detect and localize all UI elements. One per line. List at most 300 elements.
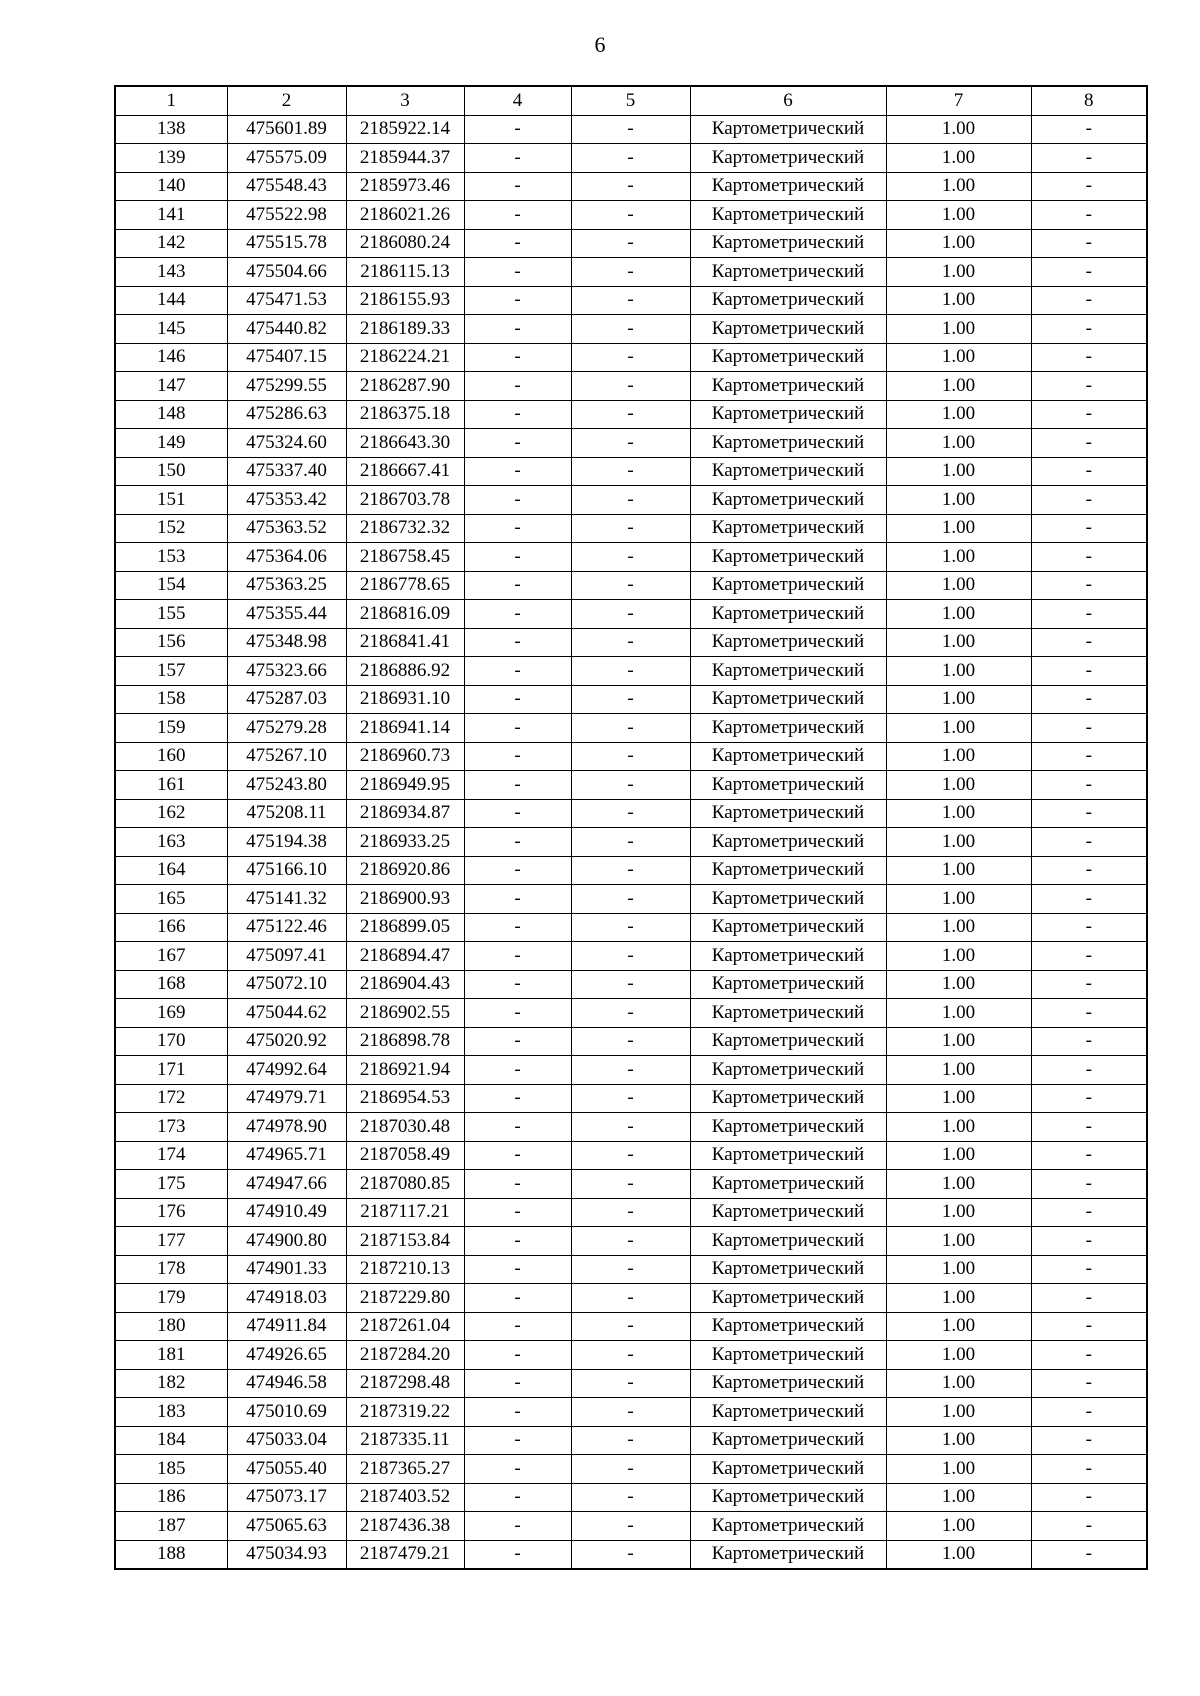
table-cell: - bbox=[464, 1341, 571, 1370]
table-cell: - bbox=[571, 543, 690, 572]
table-cell: Картометрический bbox=[690, 543, 886, 572]
table-cell: - bbox=[1031, 1141, 1147, 1170]
table-cell: - bbox=[1031, 258, 1147, 287]
table-cell: 2186667.41 bbox=[346, 457, 464, 486]
table-cell: 475166.10 bbox=[227, 856, 346, 885]
table-cell: Картометрический bbox=[690, 685, 886, 714]
table-row bbox=[115, 1141, 1147, 1170]
table-cell: 2186732.32 bbox=[346, 514, 464, 543]
table-cell: 141 bbox=[115, 201, 227, 230]
table-cell: - bbox=[1031, 1398, 1147, 1427]
table-cell: - bbox=[464, 1512, 571, 1541]
table-cell: - bbox=[571, 913, 690, 942]
table-row bbox=[115, 1455, 1147, 1484]
table-cell: - bbox=[571, 1255, 690, 1284]
table-cell: 2187298.48 bbox=[346, 1369, 464, 1398]
table-cell: Картометрический bbox=[690, 115, 886, 144]
table-cell: 2186643.30 bbox=[346, 429, 464, 458]
table-cell: 184 bbox=[115, 1426, 227, 1455]
table-cell: 163 bbox=[115, 828, 227, 857]
table-cell: 1.00 bbox=[886, 1056, 1031, 1085]
table-cell: 147 bbox=[115, 372, 227, 401]
table-cell: - bbox=[464, 828, 571, 857]
table-cell: - bbox=[571, 1455, 690, 1484]
table-cell: - bbox=[464, 970, 571, 999]
table-cell: 2186703.78 bbox=[346, 486, 464, 515]
table-cell: 475299.55 bbox=[227, 372, 346, 401]
table-cell: - bbox=[571, 714, 690, 743]
table-cell: 169 bbox=[115, 999, 227, 1028]
table-cell: 2186931.10 bbox=[346, 685, 464, 714]
table-cell: 2186899.05 bbox=[346, 913, 464, 942]
table-cell: 146 bbox=[115, 343, 227, 372]
table-cell: 475324.60 bbox=[227, 429, 346, 458]
table-cell: - bbox=[571, 1512, 690, 1541]
table-cell: - bbox=[464, 1141, 571, 1170]
table-cell: 152 bbox=[115, 514, 227, 543]
table-cell: 2187117.21 bbox=[346, 1198, 464, 1227]
table-row bbox=[115, 1540, 1147, 1569]
table-cell: Картометрический bbox=[690, 771, 886, 800]
table-cell: 175 bbox=[115, 1170, 227, 1199]
table-cell: 1.00 bbox=[886, 429, 1031, 458]
table-cell: 475337.40 bbox=[227, 457, 346, 486]
table-cell: Картометрический bbox=[690, 1056, 886, 1085]
table-cell: 2187335.11 bbox=[346, 1426, 464, 1455]
table-cell: - bbox=[1031, 172, 1147, 201]
table-cell: 151 bbox=[115, 486, 227, 515]
table-cell: 1.00 bbox=[886, 258, 1031, 287]
table-cell: - bbox=[571, 571, 690, 600]
table-row bbox=[115, 999, 1147, 1028]
table-cell: 2187080.85 bbox=[346, 1170, 464, 1199]
table-cell: 2185922.14 bbox=[346, 115, 464, 144]
table-cell: - bbox=[571, 942, 690, 971]
table-cell: 159 bbox=[115, 714, 227, 743]
table-row bbox=[115, 486, 1147, 515]
table-cell: 1.00 bbox=[886, 1312, 1031, 1341]
table-cell: 474901.33 bbox=[227, 1255, 346, 1284]
table-cell: Картометрический bbox=[690, 144, 886, 173]
table-cell: - bbox=[1031, 1227, 1147, 1256]
table-cell: 475504.66 bbox=[227, 258, 346, 287]
table-cell: 155 bbox=[115, 600, 227, 629]
table-cell: 1.00 bbox=[886, 1198, 1031, 1227]
table-cell: Картометрический bbox=[690, 1455, 886, 1484]
table-cell: 474978.90 bbox=[227, 1113, 346, 1142]
table-cell: - bbox=[464, 315, 571, 344]
table-cell: - bbox=[1031, 1255, 1147, 1284]
table-row bbox=[115, 1084, 1147, 1113]
table-cell: - bbox=[571, 172, 690, 201]
table-cell: 1.00 bbox=[886, 1512, 1031, 1541]
table-cell: 187 bbox=[115, 1512, 227, 1541]
table-cell: - bbox=[571, 315, 690, 344]
table-cell: 181 bbox=[115, 1341, 227, 1370]
table-cell: Картометрический bbox=[690, 1341, 886, 1370]
table-cell: 1.00 bbox=[886, 1398, 1031, 1427]
table-cell: - bbox=[1031, 828, 1147, 857]
table-cell: - bbox=[1031, 1483, 1147, 1512]
table-cell: Картометрический bbox=[690, 885, 886, 914]
table-cell: - bbox=[464, 1312, 571, 1341]
table-cell: 144 bbox=[115, 286, 227, 315]
table-cell: - bbox=[571, 514, 690, 543]
table-cell: - bbox=[571, 115, 690, 144]
table-cell: - bbox=[464, 1455, 571, 1484]
column-header: 1 bbox=[115, 86, 227, 115]
table-cell: - bbox=[571, 799, 690, 828]
table-cell: 2187284.20 bbox=[346, 1341, 464, 1370]
table-cell: 475471.53 bbox=[227, 286, 346, 315]
table-cell: - bbox=[464, 1483, 571, 1512]
table-cell: 1.00 bbox=[886, 400, 1031, 429]
table-cell: 2186816.09 bbox=[346, 600, 464, 629]
table-cell: 475353.42 bbox=[227, 486, 346, 515]
table-cell: - bbox=[1031, 970, 1147, 999]
table-cell: 2186224.21 bbox=[346, 343, 464, 372]
table-cell: Картометрический bbox=[690, 856, 886, 885]
table-cell: 1.00 bbox=[886, 714, 1031, 743]
table-row bbox=[115, 970, 1147, 999]
table-row bbox=[115, 657, 1147, 686]
column-header: 6 bbox=[690, 86, 886, 115]
table-row bbox=[115, 144, 1147, 173]
table-cell: 2186841.41 bbox=[346, 628, 464, 657]
table-cell: 2186934.87 bbox=[346, 799, 464, 828]
table-cell: 2186886.92 bbox=[346, 657, 464, 686]
table-cell: 178 bbox=[115, 1255, 227, 1284]
table-cell: 1.00 bbox=[886, 1284, 1031, 1313]
table-cell: 1.00 bbox=[886, 229, 1031, 258]
table-cell: 2186115.13 bbox=[346, 258, 464, 287]
table-cell: 1.00 bbox=[886, 856, 1031, 885]
table-cell: 2186778.65 bbox=[346, 571, 464, 600]
table-cell: Картометрический bbox=[690, 600, 886, 629]
table-cell: Картометрический bbox=[690, 1084, 886, 1113]
table-cell: 1.00 bbox=[886, 1141, 1031, 1170]
table-cell: 1.00 bbox=[886, 799, 1031, 828]
table-cell: 1.00 bbox=[886, 913, 1031, 942]
table-cell: 174 bbox=[115, 1141, 227, 1170]
table-cell: - bbox=[464, 856, 571, 885]
table-cell: Картометрический bbox=[690, 486, 886, 515]
table-cell: 148 bbox=[115, 400, 227, 429]
table-cell: - bbox=[571, 372, 690, 401]
table-cell: Картометрический bbox=[690, 343, 886, 372]
table-cell: - bbox=[571, 201, 690, 230]
table-row bbox=[115, 942, 1147, 971]
table-cell: - bbox=[1031, 400, 1147, 429]
table-cell: 475044.62 bbox=[227, 999, 346, 1028]
table-cell: - bbox=[571, 229, 690, 258]
table-cell: 1.00 bbox=[886, 543, 1031, 572]
table-cell: - bbox=[571, 970, 690, 999]
table-cell: 2187030.48 bbox=[346, 1113, 464, 1142]
table-cell: 475243.80 bbox=[227, 771, 346, 800]
table-cell: 2186375.18 bbox=[346, 400, 464, 429]
table-cell: 474992.64 bbox=[227, 1056, 346, 1085]
table-cell: 161 bbox=[115, 771, 227, 800]
table-cell: 149 bbox=[115, 429, 227, 458]
table-cell: - bbox=[571, 343, 690, 372]
table-cell: 154 bbox=[115, 571, 227, 600]
table-cell: Картометрический bbox=[690, 1284, 886, 1313]
table-cell: Картометрический bbox=[690, 400, 886, 429]
table-cell: - bbox=[464, 913, 571, 942]
table-cell: - bbox=[1031, 1198, 1147, 1227]
table-cell: Картометрический bbox=[690, 1398, 886, 1427]
table-cell: - bbox=[464, 486, 571, 515]
table-cell: Картометрический bbox=[690, 657, 886, 686]
table-cell: Картометрический bbox=[690, 628, 886, 657]
table-cell: Картометрический bbox=[690, 1483, 886, 1512]
table-cell: 167 bbox=[115, 942, 227, 971]
table-cell: Картометрический bbox=[690, 372, 886, 401]
table-cell: - bbox=[464, 942, 571, 971]
table-cell: Картометрический bbox=[690, 514, 886, 543]
table-cell: - bbox=[1031, 628, 1147, 657]
table-cell: 179 bbox=[115, 1284, 227, 1313]
table-cell: 2186898.78 bbox=[346, 1027, 464, 1056]
table-cell: - bbox=[1031, 286, 1147, 315]
table-cell: 475055.40 bbox=[227, 1455, 346, 1484]
table-cell: 475072.10 bbox=[227, 970, 346, 999]
table-cell: 474918.03 bbox=[227, 1284, 346, 1313]
table-cell: - bbox=[464, 1227, 571, 1256]
table-cell: - bbox=[464, 1255, 571, 1284]
table-cell: 2186900.93 bbox=[346, 885, 464, 914]
table-cell: - bbox=[1031, 1284, 1147, 1313]
table-cell: - bbox=[1031, 1170, 1147, 1199]
table-cell: - bbox=[571, 1284, 690, 1313]
table-cell: - bbox=[464, 685, 571, 714]
table-cell: - bbox=[1031, 1455, 1147, 1484]
table-cell: 475122.46 bbox=[227, 913, 346, 942]
table-cell: - bbox=[464, 714, 571, 743]
table-cell: 166 bbox=[115, 913, 227, 942]
table-cell: - bbox=[464, 1170, 571, 1199]
table-cell: - bbox=[464, 885, 571, 914]
table-cell: 1.00 bbox=[886, 685, 1031, 714]
table-cell: 157 bbox=[115, 657, 227, 686]
table-cell: - bbox=[571, 1084, 690, 1113]
table-cell: 2186080.24 bbox=[346, 229, 464, 258]
table-cell: - bbox=[464, 229, 571, 258]
table-row bbox=[115, 115, 1147, 144]
table-cell: Картометрический bbox=[690, 286, 886, 315]
table-cell: Картометрический bbox=[690, 1027, 886, 1056]
table-cell: Картометрический bbox=[690, 1170, 886, 1199]
table-cell: 139 bbox=[115, 144, 227, 173]
table-cell: Картометрический bbox=[690, 742, 886, 771]
table-cell: Картометрический bbox=[690, 799, 886, 828]
table-cell: - bbox=[571, 1312, 690, 1341]
table-cell: 2186758.45 bbox=[346, 543, 464, 572]
table-cell: - bbox=[571, 1170, 690, 1199]
table-cell: 140 bbox=[115, 172, 227, 201]
table-cell: 475279.28 bbox=[227, 714, 346, 743]
table-row bbox=[115, 771, 1147, 800]
table-cell: - bbox=[571, 1341, 690, 1370]
table-cell: 1.00 bbox=[886, 315, 1031, 344]
table-cell: 1.00 bbox=[886, 343, 1031, 372]
table-cell: 145 bbox=[115, 315, 227, 344]
table-cell: - bbox=[464, 514, 571, 543]
table-row bbox=[115, 913, 1147, 942]
table-cell: - bbox=[571, 828, 690, 857]
table-cell: 1.00 bbox=[886, 201, 1031, 230]
table-cell: 2186021.26 bbox=[346, 201, 464, 230]
table-cell: - bbox=[1031, 1056, 1147, 1085]
table-cell: 2187229.80 bbox=[346, 1284, 464, 1313]
table-cell: 1.00 bbox=[886, 1255, 1031, 1284]
table-cell: 173 bbox=[115, 1113, 227, 1142]
table-cell: - bbox=[571, 258, 690, 287]
column-header: 8 bbox=[1031, 86, 1147, 115]
table-cell: 475575.09 bbox=[227, 144, 346, 173]
table-cell: 2187153.84 bbox=[346, 1227, 464, 1256]
page-number: 6 bbox=[594, 32, 606, 57]
column-header: 7 bbox=[886, 86, 1031, 115]
table-cell: - bbox=[464, 1113, 571, 1142]
table-row bbox=[115, 543, 1147, 572]
table-row bbox=[115, 714, 1147, 743]
table-cell: - bbox=[571, 999, 690, 1028]
table-cell: - bbox=[464, 343, 571, 372]
table-row bbox=[115, 628, 1147, 657]
table-cell: - bbox=[1031, 942, 1147, 971]
table-cell: 2186904.43 bbox=[346, 970, 464, 999]
table-cell: 2186155.93 bbox=[346, 286, 464, 315]
table-cell: - bbox=[571, 657, 690, 686]
table-row bbox=[115, 1056, 1147, 1085]
table-cell: - bbox=[464, 571, 571, 600]
table-cell: 156 bbox=[115, 628, 227, 657]
table-cell: 475515.78 bbox=[227, 229, 346, 258]
table-cell: - bbox=[571, 742, 690, 771]
table-cell: 1.00 bbox=[886, 1455, 1031, 1484]
table-cell: - bbox=[1031, 372, 1147, 401]
table-cell: 1.00 bbox=[886, 372, 1031, 401]
table-cell: - bbox=[1031, 657, 1147, 686]
table-cell: Картометрический bbox=[690, 172, 886, 201]
table-cell: - bbox=[571, 885, 690, 914]
table-cell: - bbox=[571, 628, 690, 657]
table-row bbox=[115, 429, 1147, 458]
table-row bbox=[115, 286, 1147, 315]
table-row bbox=[115, 400, 1147, 429]
table-cell: Картометрический bbox=[690, 1426, 886, 1455]
table-cell: 2186287.90 bbox=[346, 372, 464, 401]
table-cell: 2186920.86 bbox=[346, 856, 464, 885]
table-cell: - bbox=[571, 856, 690, 885]
table-cell: 475323.66 bbox=[227, 657, 346, 686]
table-cell: - bbox=[571, 1483, 690, 1512]
table-row bbox=[115, 457, 1147, 486]
table-cell: - bbox=[1031, 1312, 1147, 1341]
table-cell: - bbox=[571, 1056, 690, 1085]
table-cell: 158 bbox=[115, 685, 227, 714]
table-row bbox=[115, 742, 1147, 771]
table-cell: - bbox=[1031, 799, 1147, 828]
table-cell: 474911.84 bbox=[227, 1312, 346, 1341]
table-cell: 1.00 bbox=[886, 144, 1031, 173]
table-cell: 1.00 bbox=[886, 1540, 1031, 1569]
table-row bbox=[115, 1227, 1147, 1256]
table-row bbox=[115, 799, 1147, 828]
table-cell: 475097.41 bbox=[227, 942, 346, 971]
table-cell: Картометрический bbox=[690, 1369, 886, 1398]
table-cell: Картометрический bbox=[690, 258, 886, 287]
table-cell: 183 bbox=[115, 1398, 227, 1427]
table-cell: 1.00 bbox=[886, 628, 1031, 657]
table-cell: - bbox=[464, 999, 571, 1028]
table-cell: - bbox=[571, 1369, 690, 1398]
table-cell: 475073.17 bbox=[227, 1483, 346, 1512]
table-cell: - bbox=[571, 1540, 690, 1569]
table-cell: 2185944.37 bbox=[346, 144, 464, 173]
table-cell: 2187210.13 bbox=[346, 1255, 464, 1284]
table-cell: 475440.82 bbox=[227, 315, 346, 344]
table-cell: 1.00 bbox=[886, 1426, 1031, 1455]
table-cell: 475034.93 bbox=[227, 1540, 346, 1569]
table-cell: - bbox=[1031, 1540, 1147, 1569]
table-cell: - bbox=[1031, 742, 1147, 771]
table-cell: - bbox=[464, 1198, 571, 1227]
table-cell: - bbox=[1031, 315, 1147, 344]
table-cell: 162 bbox=[115, 799, 227, 828]
table-cell: Картометрический bbox=[690, 429, 886, 458]
table-cell: - bbox=[464, 372, 571, 401]
table-cell: - bbox=[1031, 343, 1147, 372]
table-cell: 475267.10 bbox=[227, 742, 346, 771]
table-cell: - bbox=[464, 1398, 571, 1427]
table-cell: Картометрический bbox=[690, 1255, 886, 1284]
table-cell: - bbox=[1031, 1369, 1147, 1398]
table-cell: Картометрический bbox=[690, 828, 886, 857]
column-header: 5 bbox=[571, 86, 690, 115]
table-cell: - bbox=[464, 628, 571, 657]
table-cell: 1.00 bbox=[886, 1227, 1031, 1256]
table-cell: - bbox=[464, 799, 571, 828]
column-header: 2 bbox=[227, 86, 346, 115]
table-cell: 475348.98 bbox=[227, 628, 346, 657]
table-row bbox=[115, 600, 1147, 629]
table-cell: 475286.63 bbox=[227, 400, 346, 429]
table-cell: 1.00 bbox=[886, 1483, 1031, 1512]
table-cell: - bbox=[571, 1198, 690, 1227]
table-row bbox=[115, 1426, 1147, 1455]
table-cell: Картометрический bbox=[690, 1540, 886, 1569]
table-cell: - bbox=[571, 400, 690, 429]
table-cell: 475065.63 bbox=[227, 1512, 346, 1541]
table-cell: - bbox=[571, 1113, 690, 1142]
table-cell: 2186902.55 bbox=[346, 999, 464, 1028]
table-cell: Картометрический bbox=[690, 1227, 886, 1256]
table-cell: 1.00 bbox=[886, 999, 1031, 1028]
table-cell: 176 bbox=[115, 1198, 227, 1227]
table-cell: 2186960.73 bbox=[346, 742, 464, 771]
table-cell: 1.00 bbox=[886, 457, 1031, 486]
table-cell: - bbox=[1031, 771, 1147, 800]
table-cell: - bbox=[571, 144, 690, 173]
table-cell: - bbox=[571, 1027, 690, 1056]
table-cell: - bbox=[1031, 1113, 1147, 1142]
table-cell: - bbox=[1031, 486, 1147, 515]
table-row bbox=[115, 372, 1147, 401]
table-cell: 475020.92 bbox=[227, 1027, 346, 1056]
